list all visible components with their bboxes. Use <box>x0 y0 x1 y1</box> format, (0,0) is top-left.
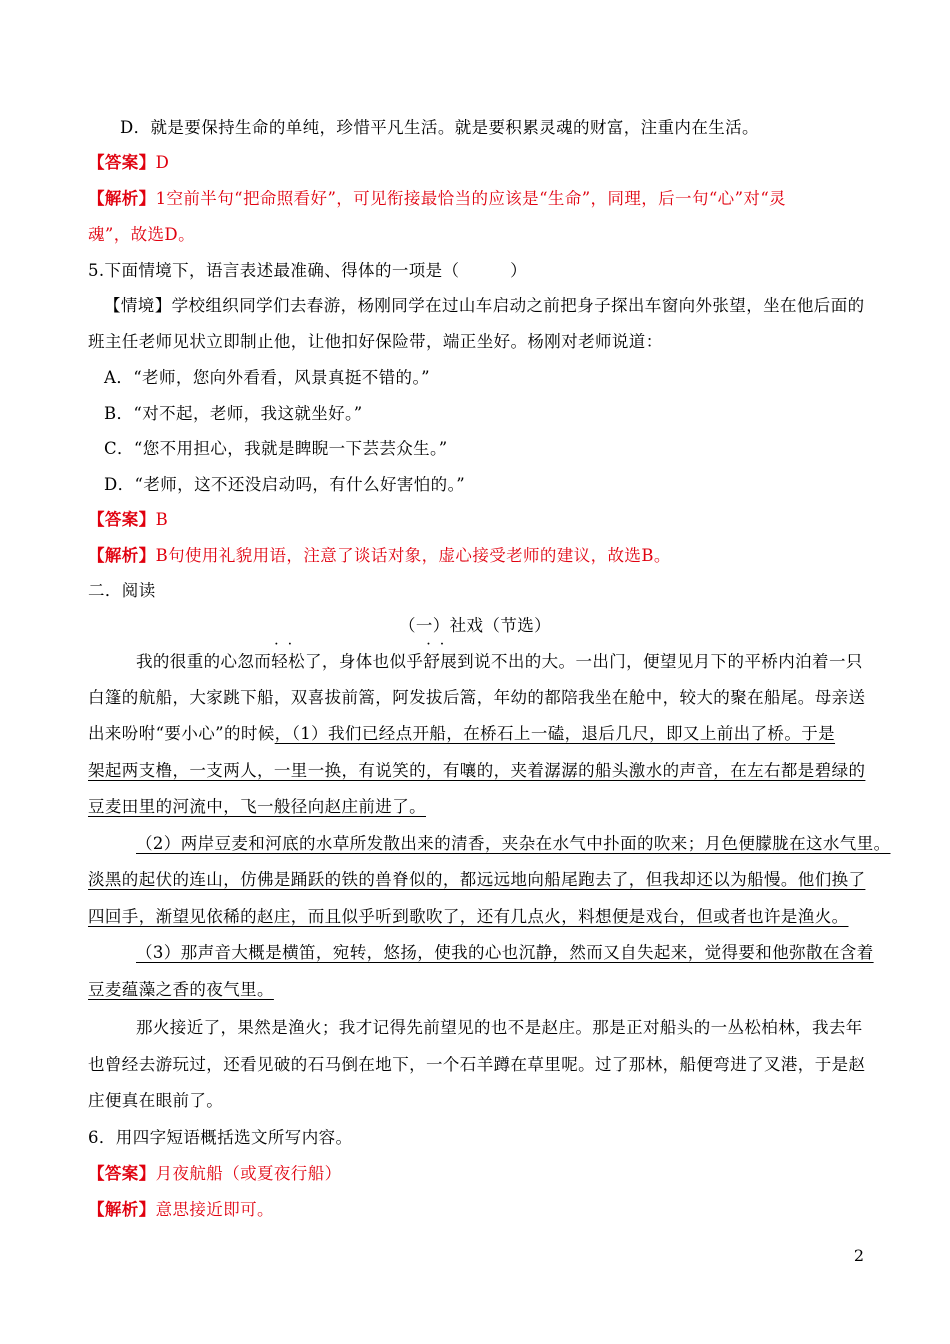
analysis-label: 【解析】 <box>88 189 156 208</box>
dotted-text: 轻松 <box>271 652 306 671</box>
analysis-text: B句使用礼貌用语，注意了谈话对象，虚心接受老师的建议，故选B。 <box>155 546 671 565</box>
page-number: 2 <box>853 1246 864 1265</box>
q6-analysis <box>88 1198 866 1222</box>
emphasis-dotted-word <box>423 639 458 674</box>
q5-option-c: C．“您不用担心，我就是睥睨一下芸芸众生。” <box>104 439 448 458</box>
q5-analysis <box>88 544 866 568</box>
dotted-text: 舒展 <box>423 652 458 671</box>
q4-option-d: D．就是要保持生命的单纯，珍惜平凡生活。就是要积累灵魂的财富，注重内在生活。 <box>120 118 759 137</box>
answer-label: 【答案】 <box>88 153 156 172</box>
emphasis-dots: ·· <box>274 639 302 650</box>
answer-label: 【答案】 <box>88 1164 156 1183</box>
passage-p2-line-2: 淡黑的起伏的连山，仿佛是踊跃的铁的兽脊似的，都远远地向船尾跑去了，但我却还以为船慢。他们换了 <box>88 870 866 889</box>
q5-option-b: B．“对不起，老师，我这就坐好。” <box>104 404 363 423</box>
q5-stem: 5.下面情境下，语言表述最准确、得体的一项是（ ） <box>88 261 528 280</box>
passage-p4-line-3: 庄便真在眼前了。 <box>88 1091 224 1110</box>
passage-p3-line-1: （3）那声音大概是横笛，宛转，悠扬，使我的心也沉静，然而又自失起来，觉得要和他弥散在含着 <box>136 943 874 962</box>
analysis-text: 意思接近即可。 <box>155 1200 274 1219</box>
q5-answer <box>88 508 866 532</box>
passage-p1-line-1 <box>136 639 914 674</box>
answer-value: B <box>155 510 169 529</box>
passage-p2-line-1: （2）两岸豆麦和河底的水草所发散出来的清香，夹杂在水气中扑面的吹来；月色便朦胧在这水气里。 <box>136 834 891 853</box>
q6-answer <box>88 1162 866 1186</box>
text-run: 我的很重的心忽而 <box>136 652 272 671</box>
passage-p2-line-3: 四回手，渐望见依稀的赵庄，而且似乎听到歌吹了，还有几点火，料想便是戏台，但或者也许是渔火。 <box>88 907 849 926</box>
emphasis-dotted-word <box>271 639 306 674</box>
q4-answer <box>88 151 866 175</box>
passage-p4-line-2: 也曾经去游玩过，还看见破的石马倒在地下，一个石羊蹲在草里呢。过了那林，船便弯进了叉港，于是赵 <box>88 1055 866 1074</box>
passage-title: （一）社戏（节选） <box>398 616 552 635</box>
passage-p1-line-2: 白篷的航船，大家跳下船，双喜拔前篙，阿发拔后篙，年幼的都陪我坐在舱中，较大的聚在船尾。母亲送 <box>88 688 866 707</box>
analysis-label: 【解析】 <box>88 1200 156 1219</box>
q5-context-line-1: 【情境】学校组织同学们去春游，杨刚同学在过山车启动之前把身子探出车窗向外张望，坐在他后面的 <box>104 296 865 315</box>
analysis-text: 1空前半句“把命照看好”，可见衔接最恰当的应该是“生命”，同理，后一句“心”对“灵 <box>155 189 787 208</box>
q4-analysis-line-1 <box>88 187 866 211</box>
answer-value: 月夜航船（或夏夜行船） <box>155 1164 342 1183</box>
passage-p1-line-3 <box>88 722 866 746</box>
q6-stem: 6．用四字短语概括选文所写内容。 <box>88 1128 353 1147</box>
q4-analysis-line-2: 魂”，故选D。 <box>88 225 195 244</box>
passage-p3-line-2: 豆麦蕴藻之香的夜气里。 <box>88 980 274 999</box>
text-run: 了，身体也似乎 <box>305 652 424 671</box>
text-run: 出来吩咐“要小心”的时候 <box>88 724 275 743</box>
q5-context-line-2: 班主任老师见状立即制止他，让他扣好保险带，端正坐好。杨刚对老师说道： <box>88 332 663 351</box>
q5-option-d: D．“老师，这不还没启动吗，有什么好害怕的。” <box>104 475 466 494</box>
answer-value: D <box>155 153 170 172</box>
section-title: 二．阅读 <box>88 581 156 600</box>
underlined-text: ，（1）我们已经点开船，在桥石上一磕，退后几尺，即又上前出了桥。于是 <box>274 724 836 743</box>
answer-label: 【答案】 <box>88 510 156 529</box>
passage-p4-line-1: 那火接近了，果然是渔火；我才记得先前望见的也不是赵庄。那是正对船头的一丛松柏林，我去年 <box>136 1018 863 1037</box>
passage-p1-line-5: 豆麦田里的河流中，飞一般径向赵庄前进了。 <box>88 797 426 816</box>
passage-p1-line-4: 架起两支橹，一支两人，一里一换，有说笑的，有嚷的，夹着潺潺的船头激水的声音，在左右都是碧绿的 <box>88 761 866 780</box>
text-run: 到说不出的大。一出门，便望见月下的平桥内泊着一只 <box>457 652 863 671</box>
q5-option-a: A．“老师，您向外看看，风景真挺不错的。” <box>104 368 430 387</box>
emphasis-dots: ·· <box>426 639 454 650</box>
analysis-label: 【解析】 <box>88 546 156 565</box>
